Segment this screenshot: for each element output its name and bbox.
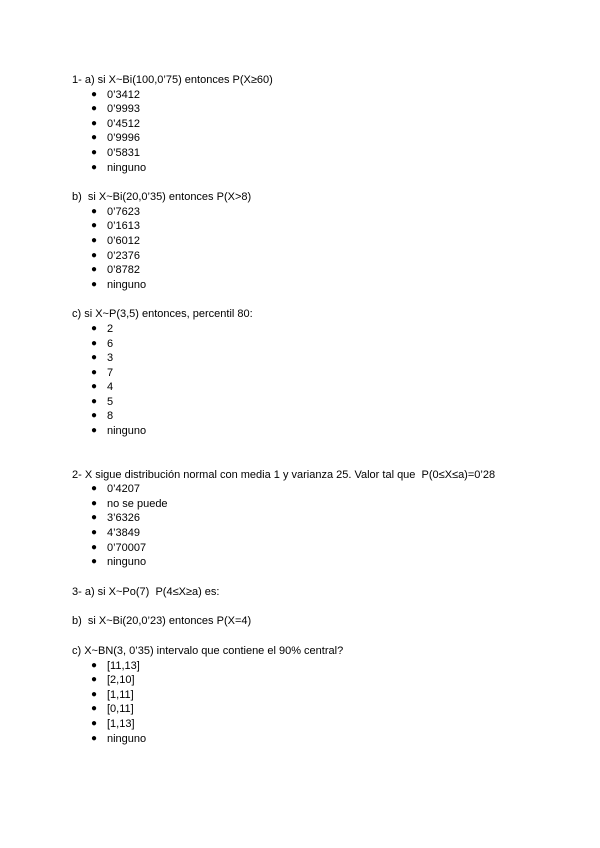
option-item: ● 0’70007 — [91, 541, 147, 554]
bullet-icon: ● — [91, 322, 98, 334]
bullet-icon: ● — [91, 381, 98, 393]
bullet-icon: ● — [91, 132, 98, 144]
option-item: ● [11,13] — [91, 659, 140, 672]
question-3c: c) X~BN(3, 0’35) intervalo que contiene el 90% central? — [72, 645, 344, 657]
option-item: ● [2,10] — [91, 674, 135, 687]
option-item: ● [1,11] — [91, 688, 134, 701]
options-3c — [72, 659, 542, 747]
option-item: ● 8 — [91, 410, 114, 423]
option-item: ● 0’1613 — [91, 220, 141, 233]
option-item: ● ninguno — [91, 278, 147, 291]
bullet-icon: ● — [91, 659, 98, 671]
option-item: ● 0’3412 — [91, 88, 141, 101]
options-1a — [72, 88, 542, 176]
question-1a: 1- a) si X~Bi(100,0’75) entonces P(X≥60) — [72, 74, 273, 86]
option-item: ● 0’4512 — [91, 117, 141, 130]
bullet-icon: ● — [91, 483, 98, 495]
bullet-icon: ● — [91, 205, 98, 217]
option-item: ● 0’9993 — [91, 103, 141, 116]
option-item: ● no se puede — [91, 497, 168, 510]
option-item: ● 0’2376 — [91, 249, 141, 262]
option-item: ● 5 — [91, 395, 114, 408]
bullet-icon: ● — [91, 556, 98, 568]
bullet-icon: ● — [91, 512, 98, 524]
option-item: ● [0,11] — [91, 703, 134, 716]
option-item: ● ninguno — [91, 425, 147, 438]
bullet-icon: ● — [91, 264, 98, 276]
option-item: ● 6 — [91, 337, 114, 350]
option-item: ● 0’4207 — [91, 483, 141, 496]
options-1c — [72, 322, 542, 439]
bullet-icon: ● — [91, 352, 98, 364]
spacer — [72, 439, 542, 468]
bullet-icon: ● — [91, 497, 98, 509]
bullet-icon: ● — [91, 117, 98, 129]
bullet-icon: ● — [91, 103, 98, 115]
question-3b: b) si X~Bi(20,0’23) entonces P(X=4) — [72, 615, 252, 628]
option-item: ● 4 — [91, 381, 114, 394]
bullet-icon: ● — [91, 527, 98, 539]
bullet-icon: ● — [91, 88, 98, 100]
option-item: ● 3 — [91, 352, 114, 365]
bullet-icon: ● — [91, 146, 98, 158]
spacer — [72, 629, 542, 644]
option-item: ● 0’9996 — [91, 132, 141, 145]
spacer — [72, 599, 542, 614]
bullet-icon: ● — [91, 249, 98, 261]
question-1c: c) si X~P(3,5) entonces, percentil 80: — [72, 308, 253, 321]
bullet-icon: ● — [91, 541, 98, 553]
option-item: ● 0’7623 — [91, 205, 141, 218]
option-item: ● 3’6326 — [91, 512, 141, 525]
bullet-icon: ● — [91, 703, 98, 715]
option-item: ● ninguno — [91, 556, 147, 569]
option-item: ● 7 — [91, 366, 114, 379]
question-2: 2- X sigue distribución normal con media 1 y varianza 25. Valor tal que P(0≤X≤a)=0’28 — [72, 468, 496, 481]
bullet-icon: ● — [91, 366, 98, 378]
bullet-icon: ● — [91, 410, 98, 422]
bullet-icon: ● — [91, 732, 98, 744]
option-item: ● ninguno — [91, 161, 147, 174]
option-item: ● 0’5831 — [91, 146, 141, 159]
option-item: ● [1,13] — [91, 717, 135, 730]
bullet-icon: ● — [91, 337, 98, 349]
option-item: ● ninguno — [91, 732, 147, 745]
options-2 — [72, 482, 542, 570]
spacer — [72, 292, 542, 307]
bullet-icon: ● — [91, 717, 98, 729]
spacer — [72, 570, 542, 585]
option-item: ● 4’3849 — [91, 527, 141, 540]
question-1b: b) si X~Bi(20,0’35) entonces P(X>8) — [72, 191, 252, 204]
bullet-icon: ● — [91, 674, 98, 686]
exam-document — [72, 73, 542, 746]
spacer — [72, 175, 542, 190]
question-3a: 3- a) si X~Po(7) P(4≤X≥a) es: — [72, 585, 220, 598]
bullet-icon: ● — [91, 161, 98, 173]
option-item: ● 0’6012 — [91, 234, 141, 247]
bullet-icon: ● — [91, 395, 98, 407]
bullet-icon: ● — [91, 425, 98, 437]
bullet-icon: ● — [91, 688, 98, 700]
bullet-icon: ● — [91, 234, 98, 246]
options-1b — [72, 205, 542, 293]
option-item: ● 2 — [91, 322, 114, 335]
bullet-icon: ● — [91, 278, 98, 290]
bullet-icon: ● — [91, 220, 98, 232]
option-item: ● 0’8782 — [91, 264, 141, 277]
